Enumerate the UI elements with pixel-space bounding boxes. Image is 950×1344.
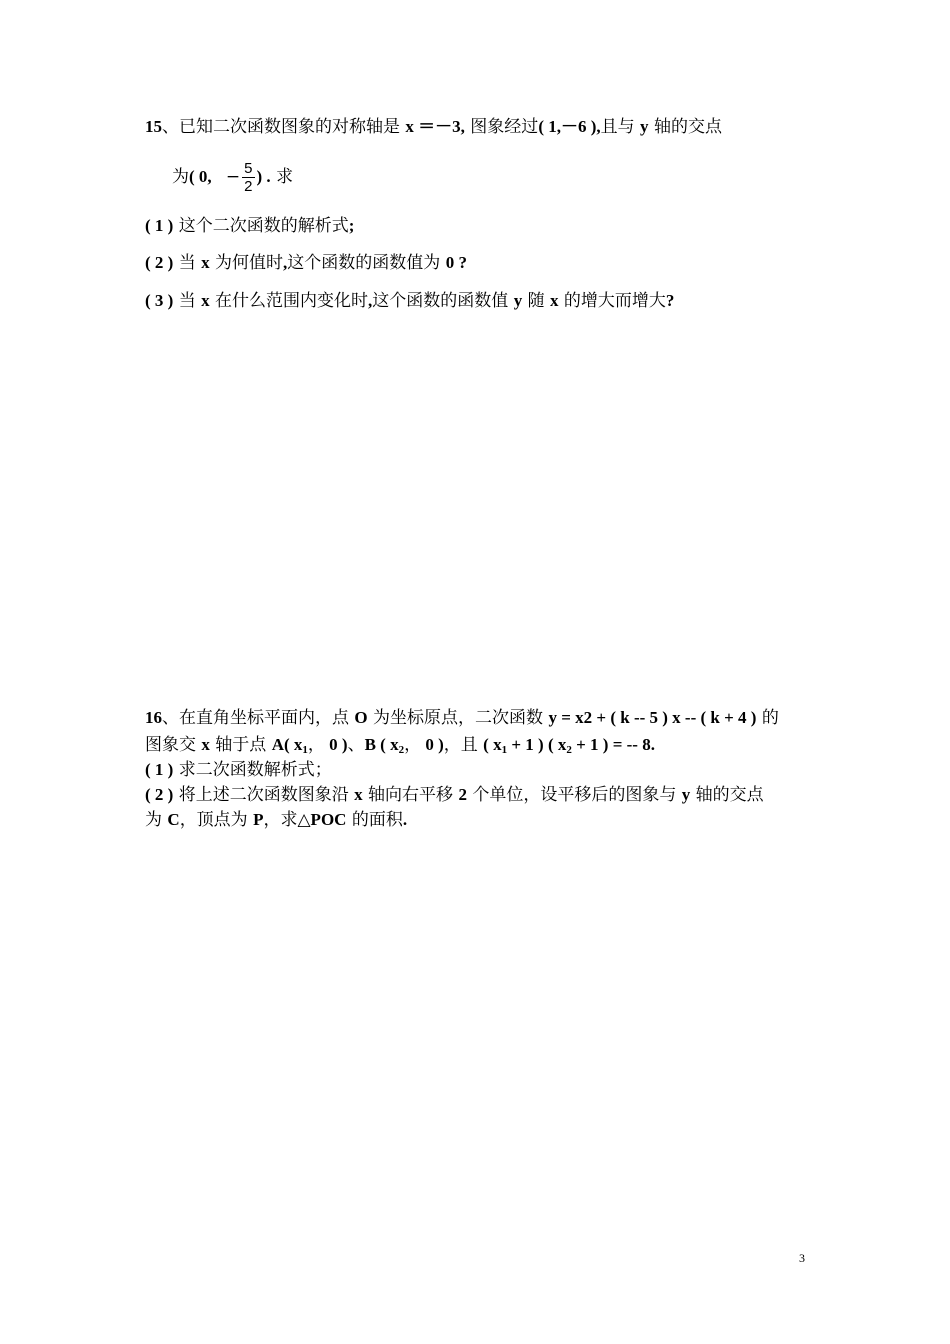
q16-part2-text-c: 个单位，设平移后的图象与 [466, 785, 682, 805]
q15-intercept-line [172, 157, 293, 197]
q15-fraction [242, 160, 254, 195]
q15-stem-text-g: 轴的交点 [648, 117, 722, 137]
q16-function-formula: y = x2 + ( k -- 5 ) x -- ( k + 4 ) [548, 708, 757, 727]
q16-l5-text-b: ，顶点为 [179, 810, 254, 830]
q16-part2-y: y [681, 785, 691, 804]
q15-part1 [145, 214, 354, 238]
q15-stem-text-e: 且与 [600, 117, 641, 137]
q16-l5-text-c: ，求 [263, 810, 298, 830]
q15-part3-text-a: 当 [173, 291, 202, 311]
q15-part3-text-d: 这个函数的函数值 [372, 291, 514, 311]
q15-part3-question: ? [665, 291, 675, 310]
q16-point-B-zero: 0 ) [421, 735, 444, 754]
q16-triangle-POC: △POC [297, 810, 347, 829]
q16-part2-label: ( 2 ) [145, 785, 174, 804]
q16-point-B: B ( x [364, 735, 399, 754]
q15-y-var: y [640, 117, 649, 136]
q16-part2-two: 2 [458, 785, 467, 804]
q15-part2-label: ( 2 ) [145, 253, 174, 272]
q16-l2-sep: 、 [347, 735, 365, 755]
q16-origin-O: O [354, 708, 368, 727]
q15-part2-zero: 0 ? [445, 253, 467, 272]
q15-part3-text-f: 的增大而增大 [558, 291, 666, 311]
q16-text-b: 为坐标原点，二次函数 [367, 708, 549, 728]
q15-intercept-close: ) . [256, 167, 271, 186]
q16-condition-sub2: 2 [566, 744, 572, 756]
q16-l2-text-f: ，且 [443, 735, 484, 755]
q15-part3-x: x [201, 291, 210, 310]
q16-l5-period: . [402, 810, 408, 829]
q16-number: 16 [145, 708, 162, 727]
q15-fraction-denominator: 2 [244, 178, 253, 195]
q16-l2-text-b: 轴于点 [209, 735, 272, 755]
q16-point-A: A( x [271, 735, 303, 754]
q15-axis-equation: x ＝－3, [405, 117, 465, 136]
q16-part1 [145, 758, 332, 782]
q16-part2-x: x [354, 785, 363, 804]
q15-intercept-open: ( 0, [189, 167, 216, 186]
q16-text-a: 、在直角坐标平面内，点 [162, 708, 355, 728]
q15-part3 [145, 289, 674, 313]
q15-part3-label: ( 3 ) [145, 291, 174, 310]
q16-l5-text-a: 为 [145, 810, 168, 830]
q16-area-line [145, 808, 407, 832]
q16-condition-b: + 1 ) ( x [507, 735, 567, 754]
q15-part1-text: 这个二次函数的解析式 [173, 216, 349, 236]
q16-point-B-sub: 2 [398, 744, 405, 756]
q16-condition-a: ( x [483, 735, 502, 754]
q15-number: 15 [145, 117, 162, 136]
q16-point-C: C [167, 810, 180, 829]
q15-part2-text-d: 这个函数的函数值为 [287, 253, 446, 273]
q16-part2-text-a: 将上述二次函数图象沿 [173, 785, 355, 805]
q15-part3-text-e: 随 [522, 291, 551, 311]
q16-l2-x: x [201, 735, 210, 754]
q16-l2-text-a: 图象交 [145, 735, 202, 755]
q15-part2 [145, 251, 467, 275]
q16-part1-label: ( 1 ) [145, 760, 174, 779]
q15-part3-x2: x [550, 291, 559, 310]
q16-point-A-sub: 1 [302, 744, 308, 756]
q15-part2-comma: , [283, 253, 288, 272]
q16-l2-comma1: ， [307, 735, 325, 755]
q16-part2-text-b: 轴向右平移 [362, 785, 459, 805]
q15-fraction-numerator: 5 [244, 160, 253, 177]
q15-stem-line [145, 115, 722, 139]
q16-text-c: 的 [756, 708, 779, 728]
q15-part3-y: y [513, 291, 523, 310]
q15-part2-text-b: 为何值时 [209, 253, 284, 273]
q16-part1-text: 求二次函数解析式； [173, 760, 332, 780]
q16-part2-text-d: 轴的交点 [690, 785, 764, 805]
q16-condition-c: + 1 ) = -- 8. [571, 735, 655, 754]
q16-part2 [145, 783, 764, 807]
q15-line2-text-a: 为 [172, 167, 189, 187]
q15-part1-label: ( 1 ) [145, 216, 174, 235]
q15-line2-text-d: 求 [270, 167, 294, 187]
q16-l2-comma2: ， [404, 735, 422, 755]
q15-stem-text-a: 、已知二次函数图象的对称轴是 [162, 117, 406, 137]
q15-part1-end: ; [348, 216, 355, 235]
page-number: 3 [799, 1251, 805, 1265]
q16-vertex-P: P [253, 810, 264, 829]
q15-part2-text-a: 当 [173, 253, 202, 273]
q15-point: ( 1,－6 ), [538, 117, 601, 136]
q15-stem-text-c: 图象经过 [464, 117, 539, 137]
q15-minus-sign: − [225, 167, 241, 187]
q16-l5-text-d: 的面积 [346, 810, 403, 830]
q16-condition-sub1: 1 [501, 744, 508, 756]
q15-part2-x: x [201, 253, 210, 272]
q16-point-A-zero: 0 ) [324, 735, 348, 754]
q15-part3-comma: , [368, 291, 373, 310]
q16-stem-line [145, 706, 779, 730]
q15-part3-text-b: 在什么范围内变化时 [209, 291, 369, 311]
